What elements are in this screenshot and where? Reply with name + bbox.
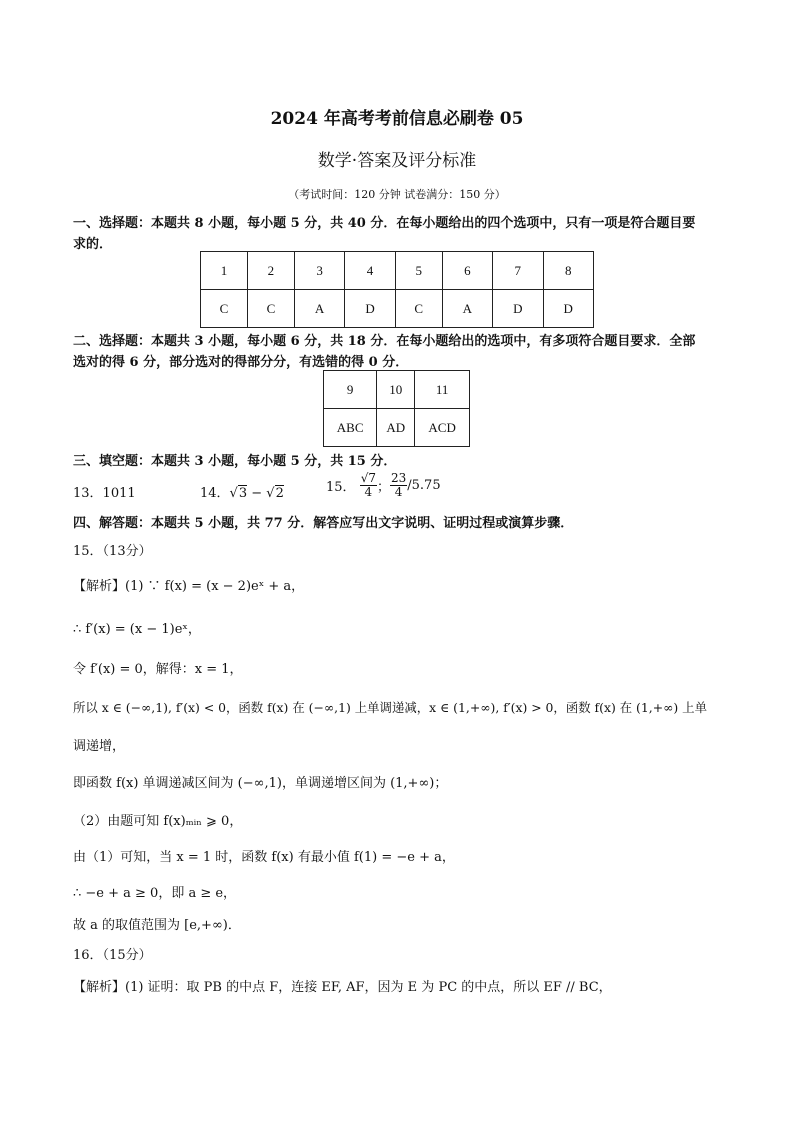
- q15-solution-line1: 【解析】(1) ∵ f(x) = (x − 2)eˣ + a，: [73, 579, 305, 594]
- table-cell-number: 3: [294, 252, 344, 290]
- q15-tail: /5.75: [407, 478, 441, 493]
- fraction-numerator: 23: [390, 471, 407, 485]
- table-cell-number: 11: [415, 371, 470, 409]
- exam-note: （考试时间：120 分钟 试卷满分：150 分）: [288, 188, 506, 201]
- section2-answer-table: [323, 370, 470, 447]
- table-cell-answer: ABC: [324, 409, 377, 447]
- section1-heading-line1: 一、选择题：本题共 8 小题，每小题 5 分，共 40 分．在每小题给出的四个选项中，只有一项是符合题目要: [73, 216, 696, 231]
- q13-answer: 1011: [102, 486, 136, 501]
- table-cell-answer: ACD: [415, 409, 470, 447]
- section1-heading-line2: 求的．: [73, 237, 113, 252]
- fraction-numerator: √7: [360, 471, 376, 485]
- section2-heading-line2: 选对的得 6 分，部分选对的得部分分，有选错的得 0 分．: [73, 355, 409, 370]
- table-cell-number: 2: [247, 252, 294, 290]
- q15-solution-line3: 令 f′(x) = 0，解得：x = 1，: [73, 662, 243, 677]
- table-cell-answer: C: [395, 290, 442, 328]
- table-cell-number: 1: [201, 252, 248, 290]
- q15-solution-line7: （2）由题可知 f(x)ₘᵢₙ ⩾ 0，: [73, 814, 243, 829]
- q14-radicand-b: 2: [275, 486, 284, 501]
- q14-radicand-a: 3: [238, 486, 248, 501]
- q15-solution-line8: 由（1）可知，当 x = 1 时，函数 f(x) 有最小值 f(1) = −e + a，: [73, 850, 455, 865]
- q14-label: 14．: [200, 486, 230, 501]
- q15-label: 15．: [326, 480, 356, 495]
- q15-fraction-2: [390, 472, 407, 499]
- section4-heading: 四、解答题：本题共 5 小题，共 77 分．解答应写出文字说明、证明过程或演算步骤．: [73, 516, 574, 531]
- q15-solution-line5: 调递增，: [73, 739, 126, 754]
- table-cell-answer: AD: [377, 409, 415, 447]
- table-cell-number: 9: [324, 371, 377, 409]
- table-cell-answer: D: [345, 290, 395, 328]
- table-cell-answer: C: [247, 290, 294, 328]
- q13-label: 13．: [73, 486, 103, 501]
- fraction-denominator: 4: [394, 485, 403, 499]
- table-cell-answer: D: [493, 290, 543, 328]
- q15-label: 15．（13分）: [73, 544, 152, 559]
- table-cell-answer: D: [543, 290, 594, 328]
- table-cell-number: 8: [543, 252, 594, 290]
- table-cell-answer: A: [442, 290, 492, 328]
- q15-solution-line9: ∴ −e + a ≥ 0，即 a ≥ e，: [73, 886, 237, 901]
- q15-solution-line2: ∴ f′(x) = (x − 1)eˣ，: [73, 622, 201, 637]
- table-cell-number: 7: [493, 252, 543, 290]
- answer-14: 14．√3 − √2: [200, 486, 284, 501]
- table-cell-answer: A: [294, 290, 344, 328]
- page-subtitle: 数学·答案及评分标准: [317, 151, 477, 171]
- table-cell-number: 10: [377, 371, 415, 409]
- page-title: 2024 年高考考前信息必刷卷 05: [270, 109, 524, 129]
- section3-heading: 三、填空题：本题共 3 小题，每小题 5 分，共 15 分．: [73, 454, 397, 469]
- q15-solution-line6: 即函数 f(x) 单调递减区间为 (−∞,1)，单调递增区间为 (1,+∞)；: [73, 776, 448, 791]
- answer-15: [326, 472, 441, 499]
- section1-answer-table: [200, 251, 594, 328]
- q15-separator: ；: [376, 480, 390, 495]
- q15-solution-line4: 所以 x ∈ (−∞,1), f′(x) < 0，函数 f(x) 在 (−∞,1) 上单调递减，x ∈ (1,+∞), f′(x) > 0，函数 f(x) 在 (1,+∞) 上单: [73, 700, 707, 715]
- table-cell-number: 5: [395, 252, 442, 290]
- table-cell-number: 6: [442, 252, 492, 290]
- fraction-denominator: 4: [364, 485, 373, 499]
- q16-solution-line1: 【解析】(1) 证明：取 PB 的中点 F，连接 EF, AF，因为 E 为 PC 的中点，所以 EF // BC，: [73, 980, 612, 995]
- q15-fraction-1: [360, 472, 377, 499]
- table-cell-answer: C: [201, 290, 248, 328]
- section2-heading-line1: 二、选择题：本题共 3 小题，每小题 6 分，共 18 分．在每小题给出的选项中，有多项符合题目要求．全部: [73, 334, 696, 349]
- q15-solution-line10: 故 a 的取值范围为 [e,+∞)．: [73, 918, 241, 933]
- q16-label: 16．（15分）: [73, 948, 152, 963]
- answer-13: [73, 482, 136, 501]
- q14-minus: −: [247, 486, 267, 501]
- table-cell-number: 4: [345, 252, 395, 290]
